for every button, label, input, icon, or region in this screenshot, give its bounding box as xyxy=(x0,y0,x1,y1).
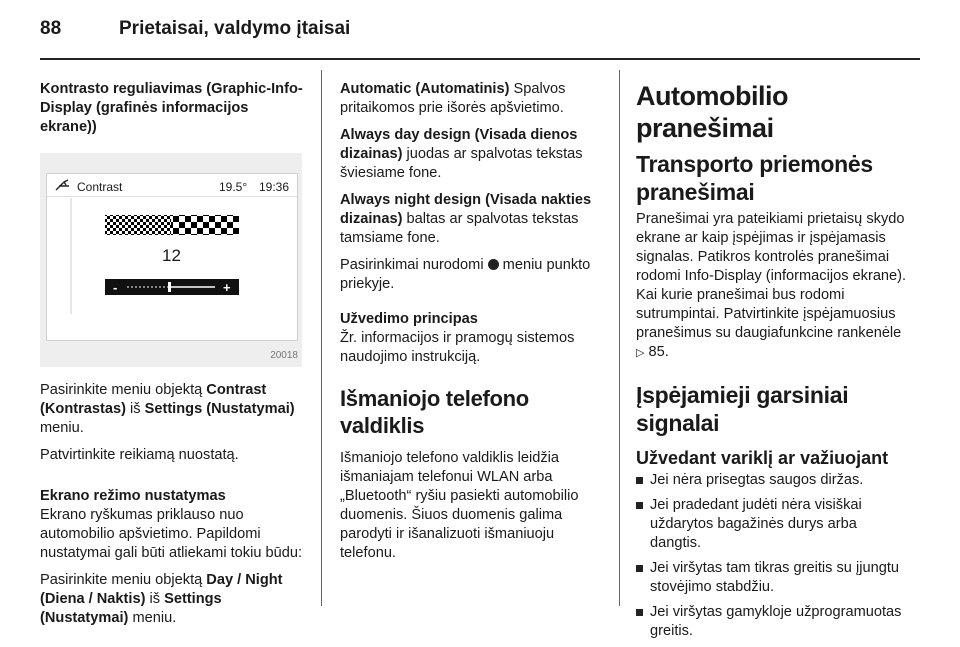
text: Pasirinkimai nurodomi xyxy=(340,257,488,273)
menu-term: Settings (Nustatymai) xyxy=(144,401,295,417)
column-1 xyxy=(40,80,308,636)
list-item xyxy=(636,603,912,641)
menu-term: Settings (Nustatymai) xyxy=(40,591,222,626)
menu-term: Day / Night (Diena / Naktis) xyxy=(40,572,283,607)
selected-dot-icon xyxy=(488,259,499,270)
bullet-list xyxy=(636,471,912,641)
subsection-heading: Užvedant variklį ar važiuojant xyxy=(636,448,889,468)
plus-label: + xyxy=(223,280,231,295)
page-reference: 85. xyxy=(648,344,669,360)
paragraph xyxy=(40,381,308,438)
text: juodas ar spalvotas tekstas šviesiame fone. xyxy=(340,146,583,181)
square-bullet-icon xyxy=(636,477,643,484)
text: iš xyxy=(125,401,145,417)
menu-term: Contrast (Kontrastas) xyxy=(40,382,267,417)
column-2 xyxy=(340,80,605,571)
paragraph xyxy=(340,80,605,118)
subheading: Ekrano režimo nustatymas xyxy=(40,488,226,504)
figure-number: 20018 xyxy=(270,350,298,361)
page-reference-icon: ▷ xyxy=(636,347,645,359)
display-time: 19:36 xyxy=(259,180,290,194)
column-divider xyxy=(619,70,620,606)
paragraph xyxy=(636,210,912,363)
list-item-text: Jei nėra prisegtas saugos diržas. xyxy=(650,472,864,488)
list-item xyxy=(636,496,912,553)
paragraph: Ekrano ryškumas priklauso nuo automobilio apšvietimo. Papildomi nustatymai gali būti atliekami tokiu būdu: xyxy=(40,507,303,561)
paragraph xyxy=(40,571,308,628)
text: iš xyxy=(145,591,165,607)
spacer xyxy=(340,302,605,310)
paragraph: Išmaniojo telefono valdiklis leidžia išmaniajam telefonui WLAN arba „Bluetooth“ ryšiu pasiekti automobilio duomenis. Šiuos duomenis galima parodyti ir išanalizuoti išmaniuoju telefonu. xyxy=(340,450,579,561)
page-title: Prietaisai, valdymo įtaisai xyxy=(119,18,351,39)
section-heading: Kontrasto reguliavimas (Graphic-Info-Display (grafinės informacijos ekrane)) xyxy=(40,81,303,135)
section-heading: Išmaniojo telefono valdiklis xyxy=(340,386,529,438)
list-item-text: Jei pradedant judėti nėra visiškai uždarytos bagažinės durys arba dangtis. xyxy=(650,497,862,551)
text: baltas ar spalvotas tekstas tamsiame fone. xyxy=(340,211,579,246)
minus-label: - xyxy=(113,280,118,295)
menu-term: Always day design (Visada dienos dizainas) xyxy=(340,127,578,162)
paragraph xyxy=(340,126,605,183)
column-divider xyxy=(321,70,322,606)
chapter-heading: Automobilio pranešimai xyxy=(636,81,788,143)
spacer xyxy=(40,473,308,487)
text: Pasirinkite meniu objektą xyxy=(40,572,207,588)
text: meniu punkto priekyje. xyxy=(340,257,591,292)
list-item-text: Jei viršytas gamykloje užprogramuotas greitis. xyxy=(650,604,902,639)
text: meniu. xyxy=(128,610,177,626)
menu-term: Always night design (Visada nakties dizainas) xyxy=(340,192,592,227)
contrast-display-figure xyxy=(40,153,302,367)
text: Pasirinkite meniu objektą xyxy=(40,382,207,398)
text: meniu. xyxy=(40,420,84,436)
paragraph: Patvirtinkite reikiamą nuostatą. xyxy=(40,447,239,463)
section-heading: Transporto priemonės pranešimai xyxy=(636,151,873,205)
subheading: Užvedimo principas xyxy=(340,311,478,327)
header-rule xyxy=(40,58,920,60)
list-item xyxy=(636,471,912,490)
display-title: Contrast xyxy=(77,180,123,194)
paragraph xyxy=(340,256,605,294)
column-3 xyxy=(636,80,912,647)
display-temperature: 19.5° xyxy=(219,180,248,194)
square-bullet-icon xyxy=(636,565,643,572)
section-heading: Įspėjamieji garsiniai signalai xyxy=(636,382,849,436)
text: Spalvos pritaikomos prie išorės apšvietimo. xyxy=(340,81,566,116)
square-bullet-icon xyxy=(636,609,643,616)
paragraph: Žr. informacijos ir pramogų sistemos naudojimo instrukciją. xyxy=(340,330,575,365)
square-bullet-icon xyxy=(636,502,643,509)
list-item-text: Jei viršytas tam tikras greitis su įjungtu stovėjimo stabdžiu. xyxy=(650,560,899,595)
page-number: 88 xyxy=(40,18,62,39)
paragraph xyxy=(340,191,605,248)
list-item xyxy=(636,559,912,597)
page-header xyxy=(40,18,350,40)
menu-term: Automatic (Automatinis) xyxy=(340,81,510,97)
text: Pranešimai yra pateikiami prietaisų skydo ekrane ar kaip įspėjimas ir įspėjamasis signalas. Patikros kontrolės pranešimai rodomi Info-Display (informacijos ekrane). Kai kurie pranešimai bus rodomi sutrumpintai. Patvirtinkite įspėjamuosius pranešimus su daugiafunkcine rankenėle xyxy=(636,211,907,341)
contrast-value: 12 xyxy=(162,246,181,265)
display-screen xyxy=(46,173,298,341)
